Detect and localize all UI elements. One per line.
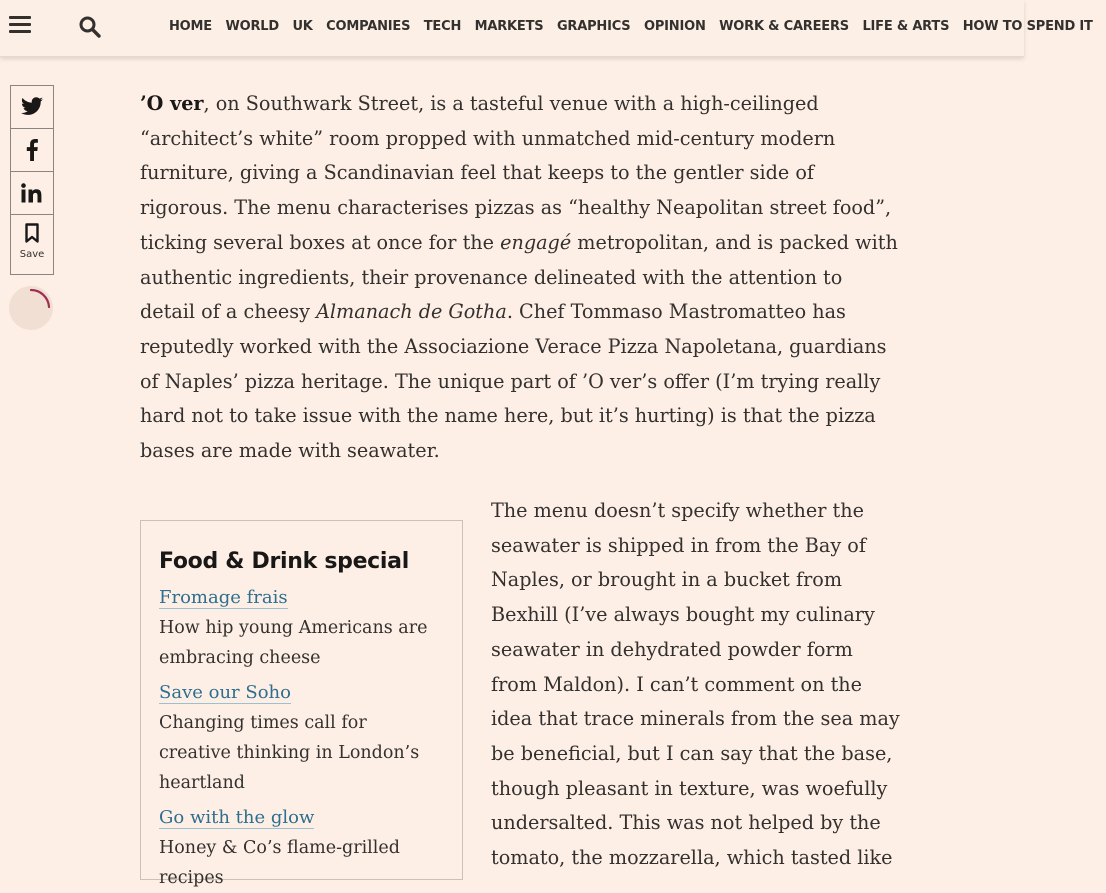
nav-item-world[interactable]: WORLD	[225, 19, 279, 34]
special-link-save-our-soho[interactable]: Save our Soho	[159, 682, 291, 703]
restaurant-name: ’O ver	[140, 92, 204, 115]
special-description: How hip young Americans are embracing cheese	[159, 618, 428, 668]
nav-item-graphics[interactable]: GRAPHICS	[556, 19, 631, 34]
share-rail	[10, 85, 54, 275]
special-item	[159, 681, 444, 798]
nav-item-home[interactable]: HOME	[169, 19, 212, 34]
special-link-go-with-the-glow[interactable]: Go with the glow	[159, 807, 315, 828]
nav-item-markets[interactable]: MARKETS	[474, 19, 544, 34]
search-icon[interactable]	[78, 15, 102, 39]
share-facebook-button[interactable]	[11, 129, 53, 172]
special-item	[159, 806, 444, 893]
special-item	[159, 586, 444, 673]
main-nav	[169, 19, 1106, 34]
hamburger-menu-icon[interactable]	[9, 16, 31, 36]
save-article-button[interactable]	[11, 215, 53, 274]
loading-spinner	[9, 286, 53, 330]
bookmark-icon	[25, 223, 39, 243]
share-linkedin-button[interactable]	[11, 172, 53, 215]
nav-item-uk[interactable]: UK	[292, 19, 313, 34]
special-description: Honey & Co’s flame-grilled recipes	[159, 838, 400, 888]
top-navigation-bar	[0, 0, 1093, 57]
linkedin-icon	[21, 183, 43, 203]
special-description: Changing times call for creative thinking in London’s heartland	[159, 713, 420, 793]
nav-item-work-careers[interactable]: WORK & CAREERS	[719, 19, 849, 34]
article-paragraph: ’O ver, on Southwark Street, is a tasteful venue with a high-ceilinged “architect’s white” room propped with unmatched mid-century modern furniture, giving a Scandinavian feel that keeps to the gentler side of rigorous. The menu characterises pizzas as “healthy Neapolitan street food”, ticking several boxes at once for the engagé metropolitan, and is packed with authentic ingredients, their provenance delineated with the attention to detail of a cheesy Almanach de Gotha. Chef Tommaso Mastromatteo has reputedly worked with the Associazione Verace Pizza Napoletana, guardians of Naples’ pizza heritage. The unique part of ’O ver’s offer (I’m trying really hard not to take issue with the name here, but it’s hurting) is that the pizza bases are made with seawater.	[140, 92, 898, 463]
special-link-fromage-frais[interactable]: Fromage frais	[159, 587, 288, 608]
nav-item-life-arts[interactable]: LIFE & ARTS	[862, 19, 950, 34]
nav-item-tech[interactable]: TECH	[423, 19, 462, 34]
food-drink-special-box	[140, 520, 463, 888]
article-body	[140, 87, 900, 469]
share-twitter-button[interactable]	[11, 86, 53, 129]
save-label: Save	[19, 249, 45, 260]
article-body-continued	[491, 494, 901, 876]
nav-item-companies[interactable]: COMPANIES	[326, 19, 411, 34]
twitter-icon	[20, 97, 44, 117]
special-title: Food & Drink special	[159, 549, 409, 574]
nav-item-opinion[interactable]: OPINION	[643, 19, 706, 34]
article-paragraph: The menu doesn’t specify whether the seawater is shipped in from the Bay of Naples, or brought in a bucket from Bexhill (I’ve always bought my culinary seawater in dehydrated powder form from Maldon). I can’t comment on the idea that trace minerals from the sea may be beneficial, but I can say that the base, though pleasant in texture, was woefully undersalted. This was not helped by the tomato, the mozzarella, which tasted like	[491, 499, 900, 870]
facebook-icon	[26, 139, 38, 161]
nav-item-how-to-spend-it[interactable]: HOW TO SPEND IT	[962, 19, 1093, 34]
